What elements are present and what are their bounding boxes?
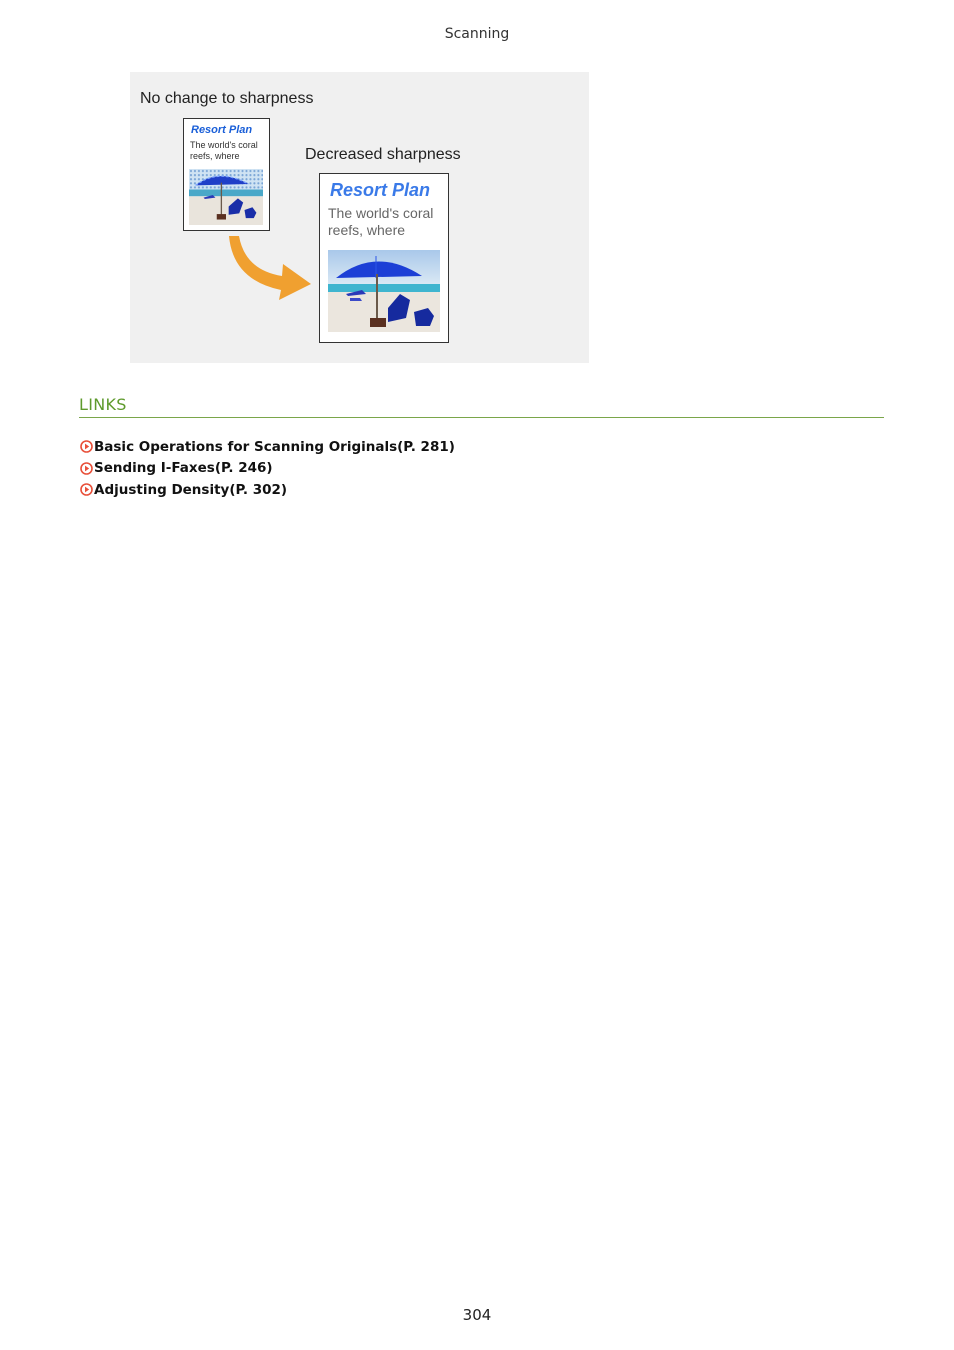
doc-text: The world's coral reefs, where <box>328 205 434 238</box>
doc-title: Resort Plan <box>330 180 431 200</box>
output-document <box>319 173 449 343</box>
after-label: Decreased sharpness <box>305 146 461 163</box>
link-basic-operations[interactable] <box>80 436 455 458</box>
circle-arrow-icon <box>80 483 93 496</box>
link-label[interactable]: Sending I-Faxes(P. 246) <box>94 460 273 477</box>
beach-photo <box>328 250 440 332</box>
links-list <box>80 436 455 501</box>
doc-text: The world's coral reefs, where <box>190 140 258 161</box>
link-label[interactable]: Adjusting Density(P. 302) <box>94 481 288 498</box>
doc-title: Resort Plan <box>191 124 253 136</box>
links-heading: LINKS <box>79 395 884 418</box>
page-number: 304 <box>462 1306 492 1324</box>
link-label[interactable]: Basic Operations for Scanning Originals(P. 281) <box>94 438 455 455</box>
link-sending-ifaxes[interactable] <box>80 458 455 480</box>
sharpness-figure <box>130 72 589 363</box>
running-header: Scanning <box>444 26 510 42</box>
original-document <box>183 118 270 231</box>
circle-arrow-icon <box>80 462 93 475</box>
orange-arrow-icon <box>225 232 315 312</box>
before-label: No change to sharpness <box>140 90 314 107</box>
link-adjusting-density[interactable] <box>80 479 455 501</box>
beach-photo <box>189 169 263 225</box>
circle-arrow-icon <box>80 440 93 453</box>
